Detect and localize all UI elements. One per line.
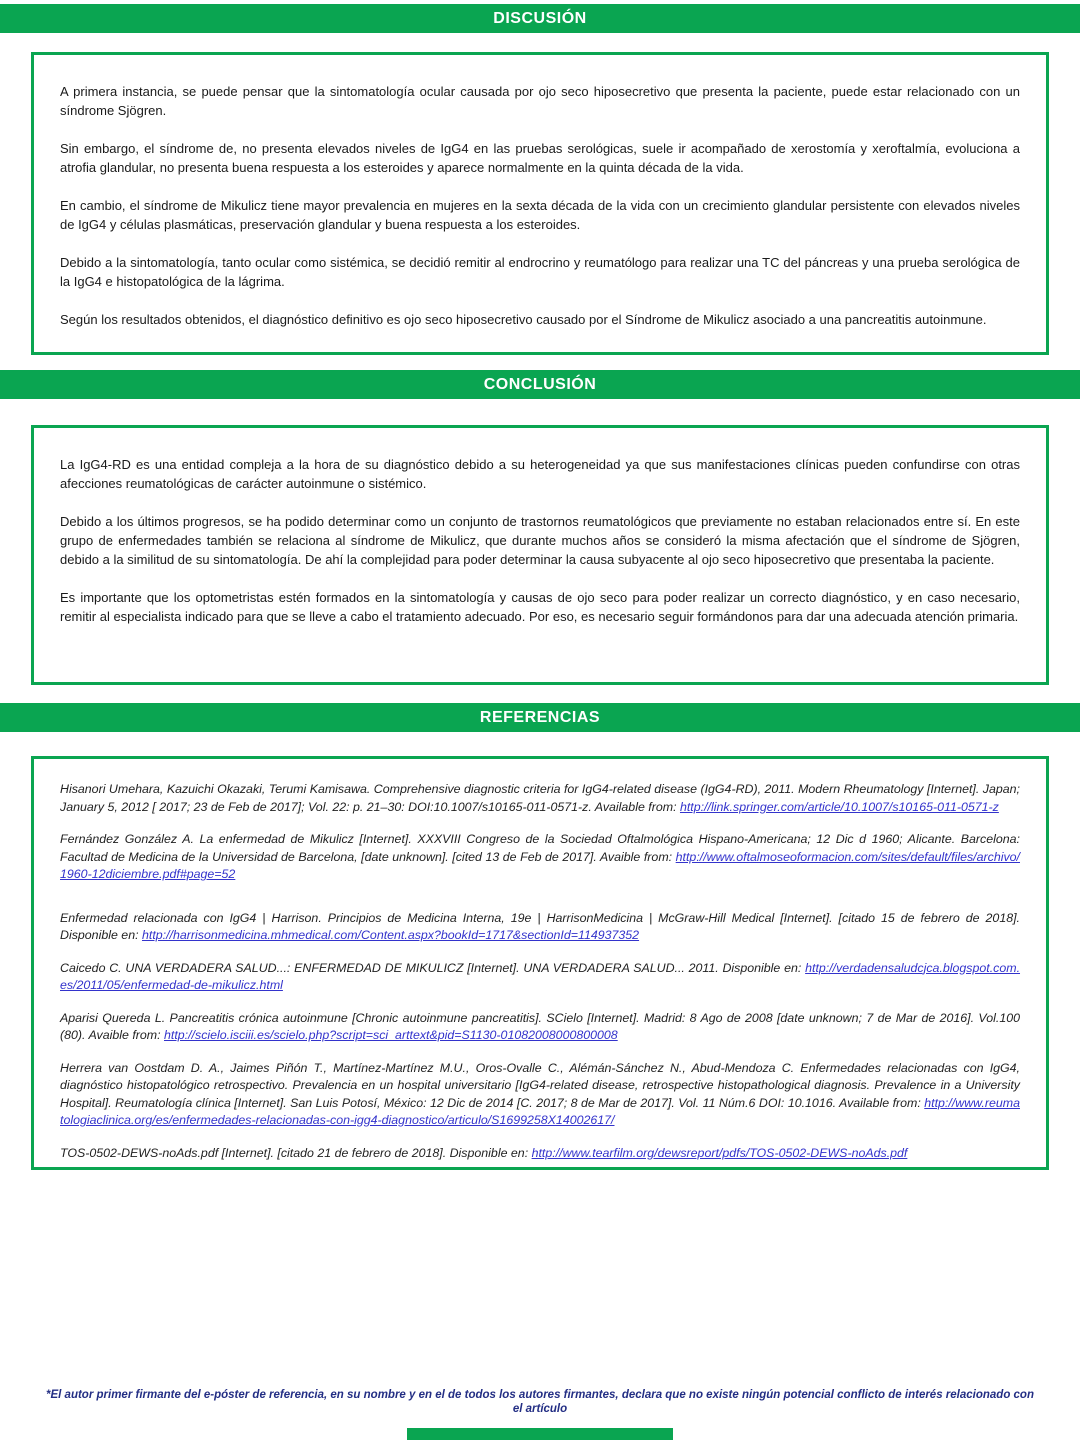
conclusion-box <box>31 425 1049 685</box>
section-header-discusion <box>0 4 1080 33</box>
reference-text: Hisanori Umehara, Kazuichi Okazaki, Terumi Kamisawa. Comprehensive diagnostic criteria for IgG4-related disease (IgG4-RD), 2011. Modern Rheumatology [Internet]. Japan; January 5, 2012 [ 2017; 23 de Feb de 2017]; Vol. 22: p. 21–30: DOI:10.1007/s10165-011-0571-z. Available from: <box>60 782 1020 814</box>
reference-text: TOS-0502-DEWS-noAds.pdf [Internet]. [citado 21 de febrero de 2018]. Disponible en: <box>60 1145 529 1160</box>
reference-link[interactable]: http://harrisonmedicina.mhmedical.com/Content.aspx?bookId=1717&sectionId=114937352 <box>141 928 640 942</box>
reference-item <box>60 910 1020 945</box>
reference-link[interactable]: http://scielo.isciii.es/scielo.php?script=sci_arttext&pid=S1130-01082008000800008 <box>164 1028 618 1042</box>
reference-text: Fernández González A. La enfermedad de Mikulicz [Internet]. XXXVIII Congreso de la Sociedad Oftalmológica Hispano-Americana; 12 Dic d 1960; Alicante. Barcelona: Facultad de Medicina de la Universidad de Barcelona, [date unknown]. [cited 13 de Feb de 2017]. Avaible from: <box>60 832 1020 864</box>
reference-link[interactable]: http://www.tearfilm.org/dewsreport/pdfs/TOS-0502-DEWS-noAds.pdf <box>531 1145 908 1160</box>
section-header-referencias <box>0 703 1080 732</box>
reference-text: Herrera van Oostdam D. A., Jaimes Piñón T., Martínez-Martínez M.U., Oros-Ovalle C., Alémán-Sánchez N., Abud-Mendoza C. Enfermedades relacionadas con IgG4, diagnóstico histopatológico retrospectivo. Prevalencia en un hospital universitario [IgG4-related disease, retrospective histopathological diagnosis. Prevalence in a University Hospital]. Reumatología clínica [Internet]. San Luis Potosí, México: 12 Dic de 2014 [C. 2017; 8 de Mar de 2017]. Vol. 11 Núm.6 DOI: 10.1016. Available from: <box>60 1060 1020 1110</box>
section-title-conclusion: CONCLUSIÓN <box>483 376 597 393</box>
reference-text: Enfermedad relacionada con IgG4 | Harrison. Principios de Medicina Interna, 19e | HarrisonMedicina | McGraw-Hill Medical [Internet]. [citado 15 de febrero de 2018]. Disponible en: <box>60 910 1020 942</box>
reference-text: Caicedo C. UNA VERDADERA SALUD...: ENFERMEDAD DE MIKULICZ [Internet]. UNA VERDADERA SALUD... 2011. Disponible en: <box>60 960 802 975</box>
conclusion-paragraph: Es importante que los optometristas estén formados en la sintomatología y causas de ojo seco para poder realizar un correcto diagnóstico, y en caso necesario, remitir al especialista indicado para que se lleve a cabo el tratamiento adecuado. Por eso, es necesario seguir formándonos para dar una adecuada atención primaria. <box>60 590 1020 624</box>
section-header-conclusion <box>0 370 1080 399</box>
reference-item <box>60 960 1020 995</box>
conclusion-paragraph: Debido a los últimos progresos, se ha podido determinar como un conjunto de trastornos reumatológicos que previamente no estaban relacionados entre sí. En este grupo de enfermedades también se relaciona al síndrome de Mikulicz, que durante muchos años se consideró la misma afectación que el síndrome de Sjögren, debido a la similitud de su sintomatología. De ahí la complejidad para poder determinar la causa subyacente al ojo seco hiposecretivo que presentaba la paciente. <box>60 514 1020 567</box>
conclusion-paragraph: La IgG4-RD es una entidad compleja a la hora de su diagnóstico debido a su heterogeneidad ya que sus manifestaciones clínicas pueden confundirse con otras afecciones reumatológicas de carácter autoinmune o sistémico. <box>60 457 1020 491</box>
reference-item <box>60 1010 1020 1045</box>
next-section-bar-cutoff <box>407 1428 673 1440</box>
section-title-discusion: DISCUSIÓN <box>493 10 587 27</box>
references-box <box>31 756 1049 1170</box>
conflict-of-interest-footnote: *El autor primer firmante del e-póster de referencia, en su nombre y en el de todos los autores firmantes, declara que no existe ningún potencial conflicto de interés relacionado con el artículo <box>46 1389 1034 1415</box>
reference-link[interactable]: http://verdadensaludcjca.blogspot.com.es/2011/05/enfermedad-de-mikulicz.html <box>60 960 1021 992</box>
discusion-paragraph: Según los resultados obtenidos, el diagnóstico definitivo es ojo seco hiposecretivo causado por el Síndrome de Mikulicz asociado a una pancreatitis autoinmune. <box>60 312 987 327</box>
reference-item <box>60 1145 1020 1163</box>
discusion-paragraph: Debido a la sintomatología, tanto ocular como sistémica, se decidió remitir al endrocrino y reumatólogo para realizar una TC del páncreas y una prueba serológica de la IgG4 e histopatológica de la lágrima. <box>60 255 1020 289</box>
reference-item <box>60 1060 1020 1130</box>
discusion-paragraph: Sin embargo, el síndrome de, no presenta elevados niveles de IgG4 en las pruebas serológicas, suele ir acompañado de xerostomía y xeroftalmía, evoluciona a atrofia glandular, no presenta buena respuesta a los esteroides y aparece normalmente en la quinta década de la vida. <box>60 141 1020 175</box>
reference-link[interactable]: http://www.oftalmoseoformacion.com/sites/default/files/archivo/1960-12diciembre.pdf#page=52 <box>60 849 1020 881</box>
discusion-paragraph: A primera instancia, se puede pensar que la sintomatología ocular causada por ojo seco hiposecretivo que presenta la paciente, puede estar relacionado con un síndrome Sjögren. <box>60 84 1020 118</box>
reference-text: Aparisi Quereda L. Pancreatitis crónica autoinmune [Chronic autoinmune pancreatitis]. SCielo [Internet]. Madrid: 8 Ago de 2008 [date unknown; 7 de Mar de 2016]. Vol.100 (80). Avaible from: <box>60 1010 1020 1042</box>
section-title-referencias: REFERENCIAS <box>479 709 601 726</box>
reference-item <box>60 831 1020 884</box>
reference-link[interactable]: http://www.reumatologiaclinica.org/es/enfermedades-relacionadas-con-igg4-diagnostico/articulo/S1699258X14002617/ <box>60 1095 1020 1127</box>
reference-link[interactable]: http://link.springer.com/article/10.1007/s10165-011-0571-z <box>679 799 999 814</box>
discusion-box <box>31 52 1049 355</box>
discusion-paragraph: En cambio, el síndrome de Mikulicz tiene mayor prevalencia en mujeres en la sexta década de la vida con un crecimiento glandular persistente con elevados niveles de IgG4 y células plasmáticas, preservación glandular y buena respuesta a los esteroides. <box>60 198 1020 232</box>
reference-item <box>60 781 1020 816</box>
